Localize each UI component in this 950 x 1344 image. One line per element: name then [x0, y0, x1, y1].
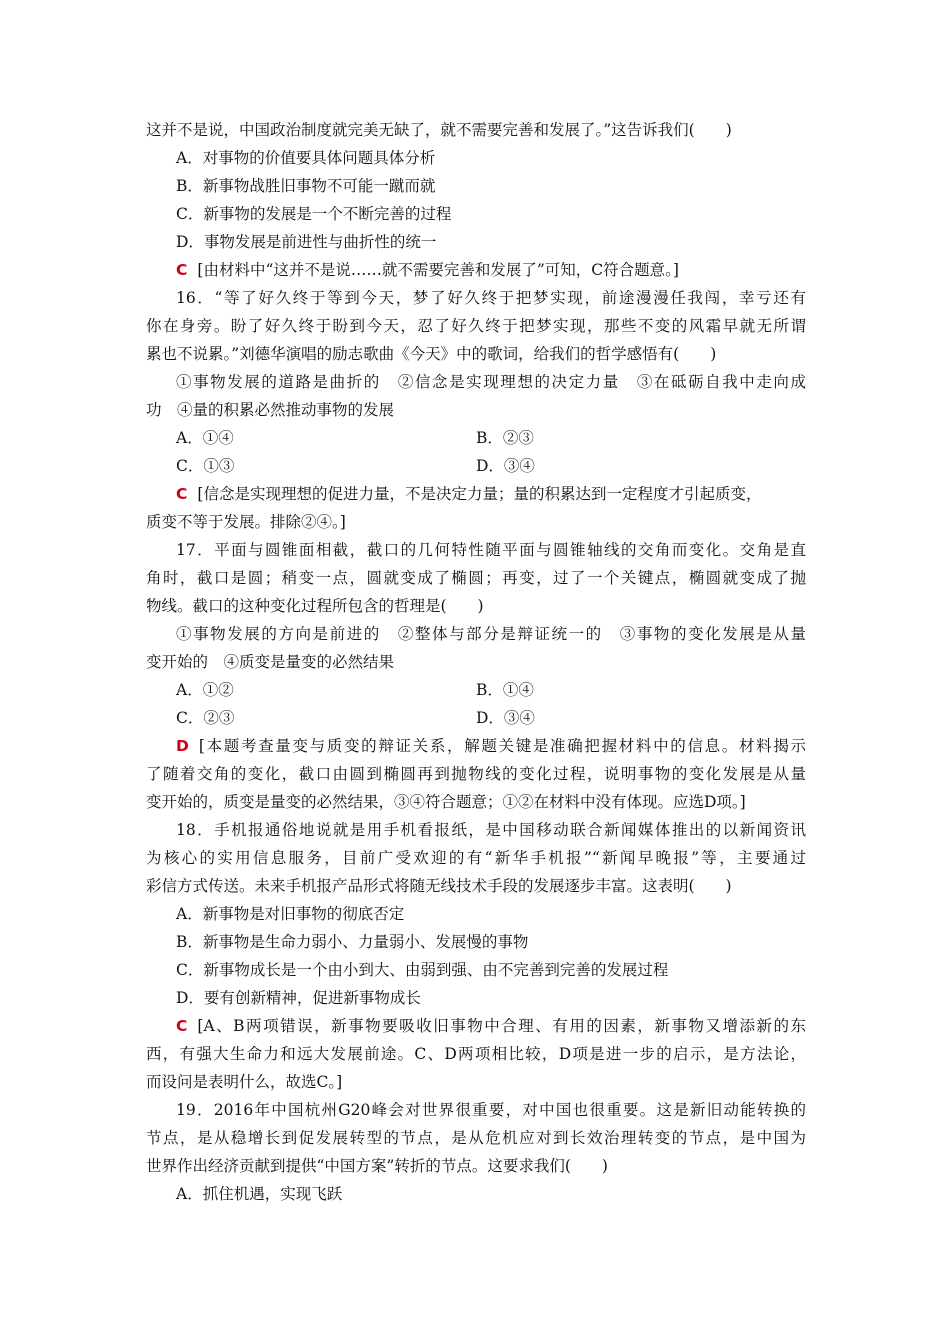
- option-b: B．新事物是生命力弱小、力量弱小、发展慢的事物: [176, 933, 529, 951]
- question-19: 19．2016年中国杭州G20峰会对世界很重要，对中国也很重要。这是新旧动能转换的: [176, 1101, 806, 1119]
- option-d: D．事物发展是前进性与曲折性的统一: [176, 233, 437, 251]
- explanation-text: [由材料中“这并不是说……就不需要完善和发展了”可知，C符合题意。]: [197, 261, 679, 279]
- statement-list-cont: 变开始的 ④质变是量变的必然结果: [146, 653, 395, 671]
- option-d: D．③④: [476, 709, 535, 727]
- question-17-cont: 物线。截口的这种变化过程所包含的哲理是( ): [146, 597, 484, 615]
- explanation-cont: 西，有强大生命力和远大发展前途。C、D两项相比较，D项是进一步的启示，是方法论，: [146, 1045, 806, 1063]
- answer-letter: D: [176, 737, 189, 755]
- explanation-text: [A、B两项错误，新事物要吸收旧事物中合理、有用的因素，新事物又增添新的东: [197, 1017, 806, 1035]
- explanation-cont: 了随着交角的变化，截口由圆到椭圆再到抛物线的变化过程，说明事物的变化发展是从量: [146, 765, 806, 783]
- question-16: 16．“等了好久终于等到今天，梦了好久终于把梦实现，前途漫漫任我闯，幸亏还有: [176, 289, 806, 307]
- question-17-cont: 角时，截口是圆；稍变一点，圆就变成了椭圆；再变，过了一个关键点，椭圆就变成了抛: [146, 569, 806, 587]
- option-a: A．①④: [176, 429, 234, 447]
- answer-letter: C: [176, 261, 188, 279]
- option-a: A．①②: [176, 681, 234, 699]
- option-c: C．②③: [176, 709, 235, 727]
- answer-explanation: [176, 483, 761, 505]
- question-18: 18．手机报通俗地说就是用手机看报纸，是中国移动联合新闻媒体推出的以新闻资讯: [176, 821, 806, 839]
- answer-letter: C: [176, 485, 188, 503]
- question-19-cont: 世界作出经济贡献到提供“中国方案”转折的节点。这要求我们( ): [146, 1157, 608, 1175]
- answer-letter: C: [176, 1017, 188, 1035]
- question-19-cont: 节点，是从稳增长到促发展转型的节点，是从危机应对到长效治理转变的节点，是中国为: [146, 1129, 806, 1147]
- option-d: D．要有创新精神，促进新事物成长: [176, 989, 421, 1007]
- option-c: C．①③: [176, 457, 235, 475]
- question-text: 这并不是说，中国政治制度就完美无缺了，就不需要完善和发展了。”这告诉我们( ): [146, 121, 732, 139]
- option-d: D．③④: [476, 457, 535, 475]
- option-a: A．新事物是对旧事物的彻底否定: [176, 905, 405, 923]
- option-a: A．对事物的价值要具体问题具体分析: [176, 149, 436, 167]
- explanation-cont: 变开始的，质变是量变的必然结果，③④符合题意；①②在材料中没有体现。应选D项。]: [146, 793, 746, 811]
- explanation-text: [本题考查量变与质变的辩证关系，解题关键是准确把握材料中的信息。材料揭示: [198, 737, 806, 755]
- option-b: B．新事物战胜旧事物不可能一蹴而就: [176, 177, 436, 195]
- answer-explanation: [176, 259, 679, 281]
- option-b: B．②③: [476, 429, 534, 447]
- statement-list-cont: 功 ④量的积累必然推动事物的发展: [146, 401, 395, 419]
- statement-list: ①事物发展的方向是前进的 ②整体与部分是辩证统一的 ③事物的变化发展是从量: [176, 625, 806, 643]
- answer-explanation: [176, 735, 806, 757]
- option-a: A．抓住机遇，实现飞跃: [176, 1185, 343, 1203]
- question-16-cont: 你在身旁。盼了好久终于盼到今天，忍了好久终于把梦实现，那些不变的风霜早就无所谓: [146, 317, 806, 335]
- explanation-cont: 而设问是表明什么，故选C。]: [146, 1073, 343, 1091]
- question-18-cont: 彩信方式传送。未来手机报产品形式将随无线技术手段的发展逐步丰富。这表明( ): [146, 877, 732, 895]
- statement-list: ①事物发展的道路是曲折的 ②信念是实现理想的决定力量 ③在砥砺自我中走向成: [176, 373, 806, 391]
- answer-explanation: [176, 1015, 806, 1037]
- option-c: C．新事物成长是一个由小到大、由弱到强、由不完善到完善的发展过程: [176, 961, 669, 979]
- question-18-cont: 为核心的实用信息服务，目前广受欢迎的有“新华手机报”“新闻早晚报”等，主要通过: [146, 849, 806, 867]
- explanation-text: [信念是实现理想的促进力量，不是决定力量；量的积累达到一定程度才引起质变，: [197, 485, 762, 503]
- question-17: 17．平面与圆锥面相截，截口的几何特性随平面与圆锥轴线的交角而变化。交角是直: [176, 541, 806, 559]
- question-16-cont: 累也不说累。”刘德华演唱的励志歌曲《今天》中的歌词，给我们的哲学感悟有( ): [146, 345, 717, 363]
- option-b: B．①④: [476, 681, 534, 699]
- option-c: C．新事物的发展是一个不断完善的过程: [176, 205, 452, 223]
- explanation-cont: 质变不等于发展。排除②④。]: [146, 513, 346, 531]
